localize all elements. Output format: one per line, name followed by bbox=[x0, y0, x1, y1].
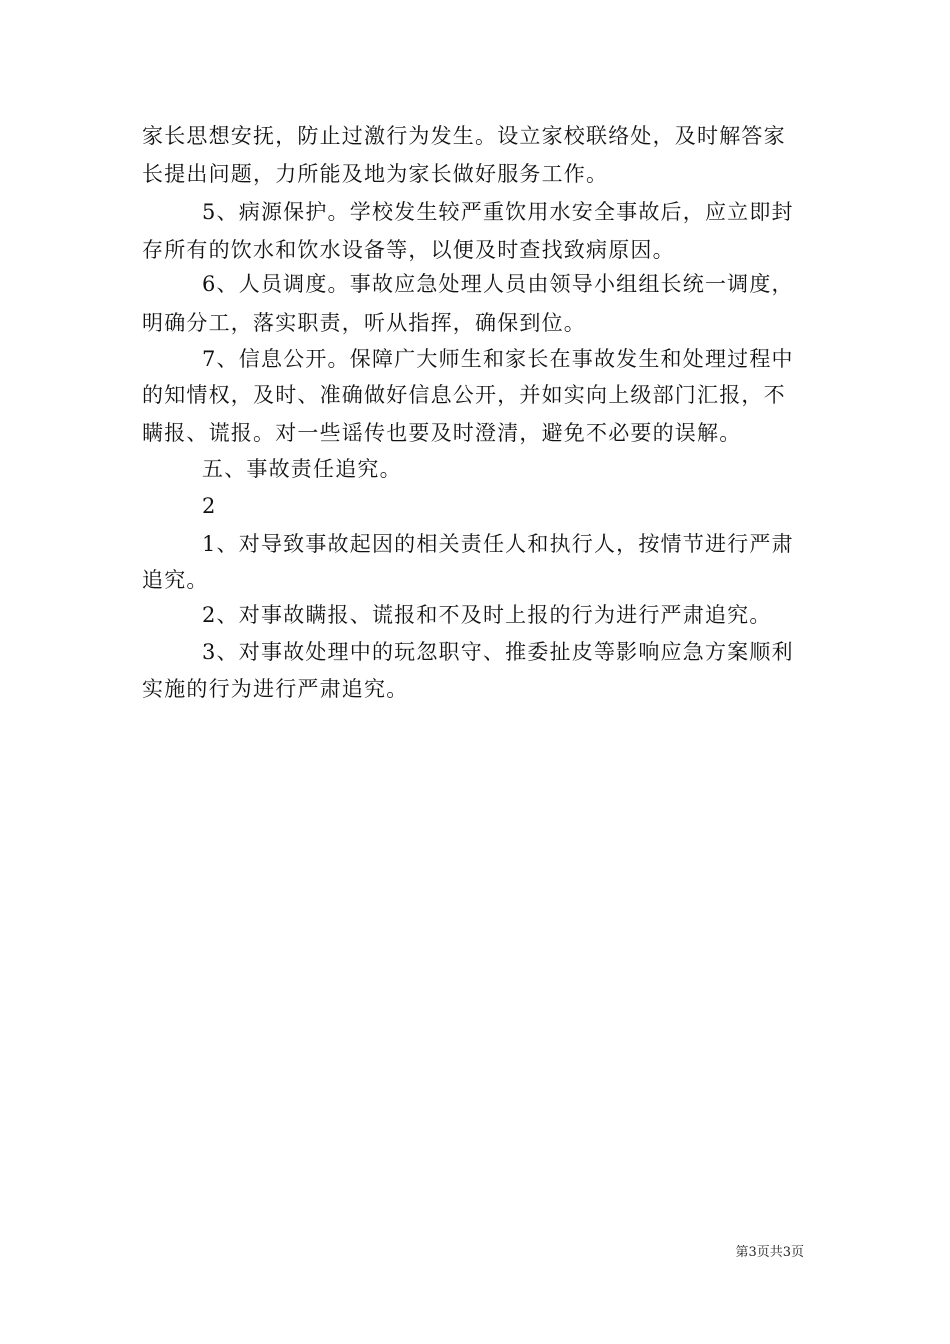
section-heading: 五、事故责任追究。 bbox=[202, 457, 402, 481]
body-text-line: 存所有的饮水和饮水设备等，以便及时查找致病原因。 bbox=[142, 238, 675, 262]
body-text-line: 追究。 bbox=[142, 568, 209, 592]
list-item-2-line: 2、对事故瞒报、谎报和不及时上报的行为进行严肃追究。 bbox=[202, 603, 772, 627]
list-item-3-line: 3、对事故处理中的玩忽职守、推委扯皮等影响应急方案顺利 bbox=[202, 640, 794, 664]
body-text-line: 明确分工，落实职责，听从指挥，确保到位。 bbox=[142, 311, 586, 335]
body-text-line: 的知情权，及时、准确做好信息公开，并如实向上级部门汇报，不 bbox=[142, 383, 786, 407]
list-item-1-line: 1、对导致事故起因的相关责任人和执行人，按情节进行严肃 bbox=[202, 532, 794, 556]
body-text-line: 实施的行为进行严肃追究。 bbox=[142, 677, 409, 701]
body-text-line: 长提出问题，力所能及地为家长做好服务工作。 bbox=[142, 162, 609, 186]
body-text-line: 瞒报、谎报。对一些谣传也要及时澄清，避免不必要的误解。 bbox=[142, 421, 742, 445]
page-number-inline: 2 bbox=[202, 494, 217, 518]
page-footer: 第3页共3页 bbox=[735, 1245, 804, 1260]
body-text-line: 家长思想安抚，防止过激行为发生。设立家校联络处，及时解答家 bbox=[142, 124, 786, 148]
paragraph-7-heading-line: 7、信息公开。保障广大师生和家长在事故发生和处理过程中 bbox=[202, 347, 794, 371]
paragraph-6-heading-line: 6、人员调度。事故应急处理人员由领导小组组长统一调度， bbox=[202, 272, 794, 296]
paragraph-5-heading-line: 5、病源保护。学校发生较严重饮用水安全事故后，应立即封 bbox=[202, 200, 794, 224]
